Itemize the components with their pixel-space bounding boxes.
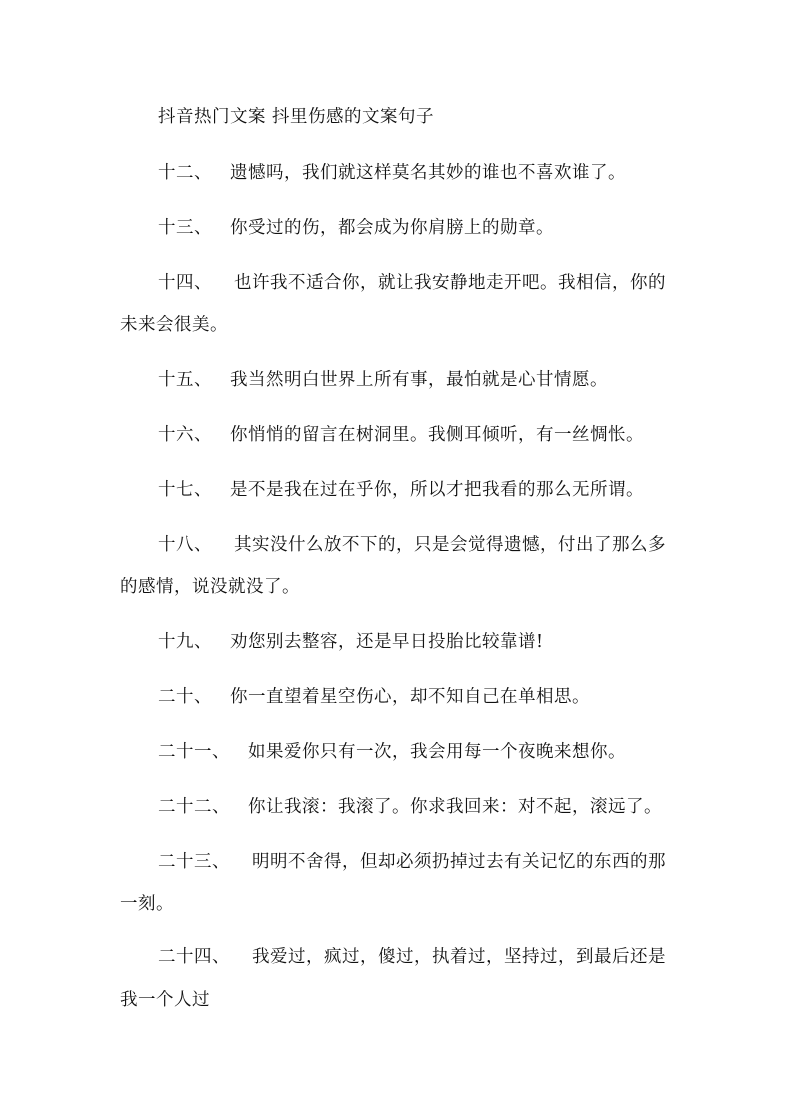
entry-16-line-1 <box>158 422 718 448</box>
entry-number: 十五、 <box>158 370 212 390</box>
entry-number: 二十一、 <box>158 742 230 762</box>
entry-19-line-1 <box>158 629 718 655</box>
entry-text: 是不是我在过在乎你，所以才把我看的那么无所谓。 <box>230 480 644 500</box>
entry-22-line-1 <box>158 794 718 820</box>
entry-18-line-2: 的感情，说没就没了。 <box>120 577 300 597</box>
entry-text: 你让我滚：我滚了。你求我回来：对不起，滚远了。 <box>248 797 662 817</box>
entry-24-line-2: 我一个人过 <box>120 990 210 1010</box>
entry-text: 你悄悄的留言在树洞里。我侧耳倾听，有一丝惆怅。 <box>230 425 644 445</box>
entry-number: 十二、 <box>158 163 212 183</box>
entry-24-line-1 <box>158 944 718 970</box>
entry-text: 明明不舍得，但却必须扔掉过去有关记忆的东西的那 <box>252 852 666 872</box>
entry-text: 遗憾吗，我们就这样莫名其妙的谁也不喜欢谁了。 <box>230 163 626 183</box>
entry-13-line-1 <box>158 215 718 241</box>
entry-23-line-1 <box>158 849 718 875</box>
entry-text: 你一直望着星空伤心，却不知自己在单相思。 <box>230 687 590 707</box>
entry-number: 十四、 <box>158 273 212 293</box>
entry-number: 十九、 <box>158 632 212 652</box>
entry-14-line-2: 未来会很美。 <box>120 315 228 335</box>
entry-text: 如果爱你只有一次，我会用每一个夜晚来想你。 <box>248 742 626 762</box>
entry-number: 二十四、 <box>158 947 230 967</box>
entry-number: 十六、 <box>158 425 212 445</box>
entry-18-line-1 <box>158 532 718 558</box>
entry-20-line-1 <box>158 684 718 710</box>
entry-17-line-1 <box>158 477 718 503</box>
entry-text: 也许我不适合你，就让我安静地走开吧。我相信，你的 <box>234 273 666 293</box>
entry-15-line-1 <box>158 367 718 393</box>
entry-number: 十八、 <box>158 535 212 555</box>
entry-text: 你受过的伤，都会成为你肩膀上的勋章。 <box>230 218 554 238</box>
entry-23-line-2: 一刻。 <box>120 894 174 914</box>
entry-21-line-1 <box>158 739 718 765</box>
entry-text: 劝您别去整容，还是早日投胎比较靠谱! <box>230 632 544 652</box>
entry-14-line-1 <box>158 270 718 296</box>
entry-number: 二十、 <box>158 687 212 707</box>
entry-number: 十三、 <box>158 218 212 238</box>
document-title: 抖音热门文案 抖里伤感的文案句子 <box>158 107 435 127</box>
entry-text: 我爱过，疯过，傻过，执着过，坚持过，到最后还是 <box>252 947 666 967</box>
entry-number: 二十二、 <box>158 797 230 817</box>
entry-text: 我当然明白世界上所有事，最怕就是心甘情愿。 <box>230 370 608 390</box>
entry-text: 其实没什么放不下的，只是会觉得遗憾，付出了那么多 <box>234 535 666 555</box>
entry-number: 十七、 <box>158 480 212 500</box>
entry-number: 二十三、 <box>158 852 230 872</box>
entry-12-line-1 <box>158 160 718 186</box>
